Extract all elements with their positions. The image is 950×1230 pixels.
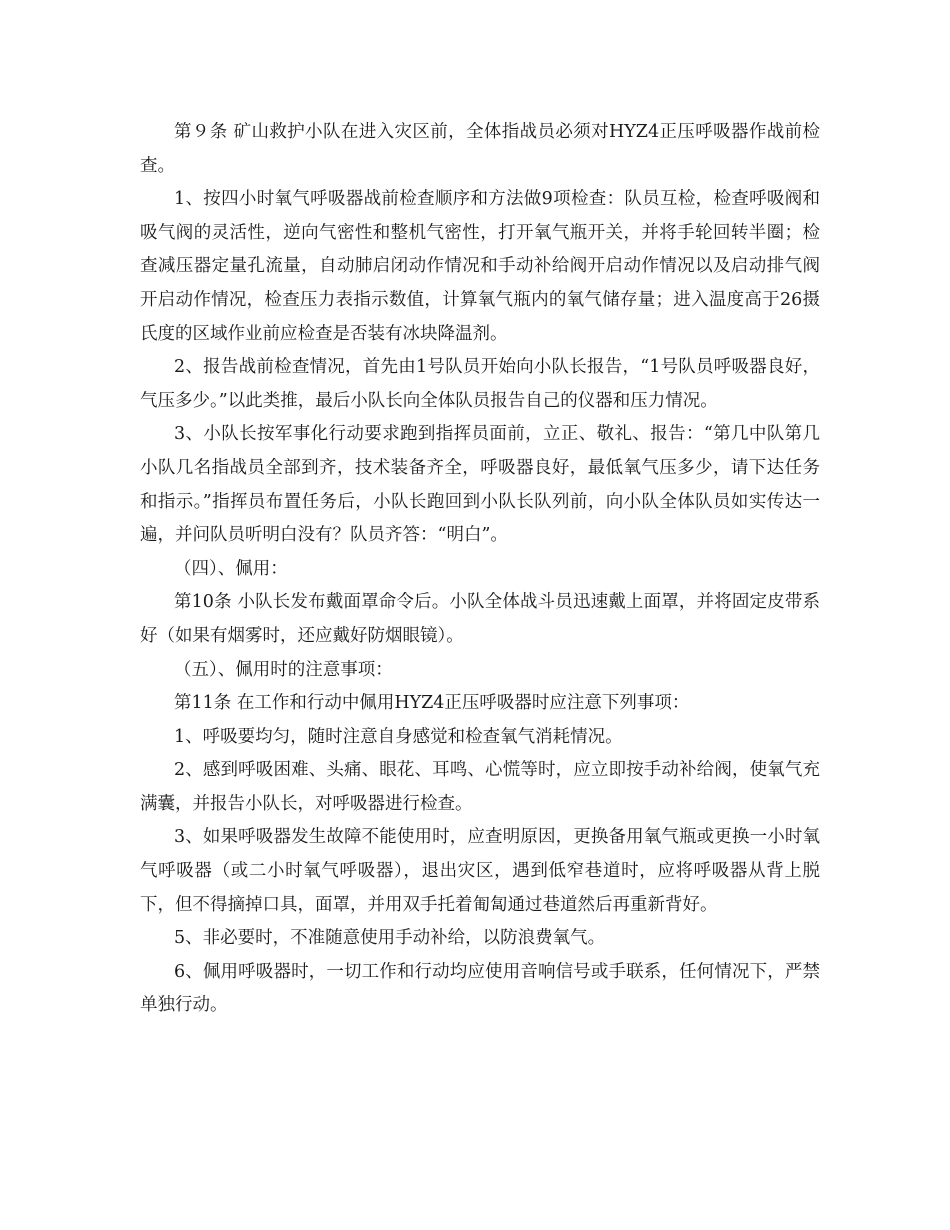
- paragraph-article-9: 第９条 矿山救护小队在进入灾区前，全体指战员必须对HYZ4正压呼吸器作战前检查。: [140, 122, 820, 176]
- paragraph-note-6: 6、佩用呼吸器时，一切工作和行动均应使用音响信号或手联系，任何情况下，严禁单独行动。: [140, 961, 820, 1016]
- section-heading-4: （四）、佩用：: [174, 558, 288, 579]
- paragraph-note-5: 5、非必要时，不准随意使用手动补给，以防浪费氧气。: [174, 928, 606, 949]
- paragraph-item-2: 2、报告战前检查情况，首先由1号队员开始向小队长报告，“1号队员呼吸器良好，气压多少。”以此类推，最后小队长向全体队员报告自己的仪器和压力情况。: [140, 357, 820, 411]
- paragraph-note-2: 2、感到呼吸困难、头痛、眼花、耳鸣、心慌等时，应立即按手动补给阀，使氧气充满囊，并报告小队长，对呼吸器进行检查。: [140, 760, 820, 814]
- document-body: [140, 116, 820, 1023]
- paragraph-note-3: 3、如果呼吸器发生故障不能使用时，应查明原因，更换备用氧气瓶或更换一小时氧气呼吸器（或二小时氧气呼吸器），退出灾区，遇到低窄巷道时，应将呼吸器从背上脱下，但不得摘掉口具，面罩，并用双手托着匍匐通过巷道然后再重新背好。: [140, 827, 820, 915]
- paragraph-article-10: 第10条 小队长发布戴面罩命令后。小队全体战斗员迅速戴上面罩，并将固定皮带系好（如果有烟雾时，还应戴好防烟眼镜）。: [140, 592, 820, 646]
- paragraph-article-11: 第11条 在工作和行动中佩用HYZ4正压呼吸器时应注意下列事项：: [174, 693, 690, 714]
- section-heading-5: （五）、佩用时的注意事项：: [174, 659, 393, 680]
- paragraph-item-1: 1、按四小时氧气呼吸器战前检查顺序和方法做9项检查：队员互检，检查呼吸阀和吸气阀的灵活性，逆向气密性和整机气密性，打开氧气瓶开关，并将手轮回转半圈；检查减压器定量孔流量，自动肺启闭动作情况和手动补给阀开启动作情况以及启动排气阀开启动作情况，检查压力表指示数值，计算氧气瓶内的氧气储存量；进入温度高于26摄氏度的区域作业前应检查是否装有冰块降温剂。: [140, 189, 820, 344]
- paragraph-item-3: 3、小队长按军事化行动要求跑到指挥员面前，立正、敬礼、报告：“第几中队第几小队几名指战员全部到齐，技术装备齐全，呼吸器良好，最低氧气压多少，请下达任务和指示。”指挥员布置任务后，小队长跑回到小队长队列前，向小队全体队员如实传达一遍，并问队员听明白没有？队员齐答：“明白”。: [140, 424, 820, 546]
- paragraph-note-1: 1、呼吸要均匀，随时注意自身感觉和检查氧气消耗情况。: [174, 726, 623, 747]
